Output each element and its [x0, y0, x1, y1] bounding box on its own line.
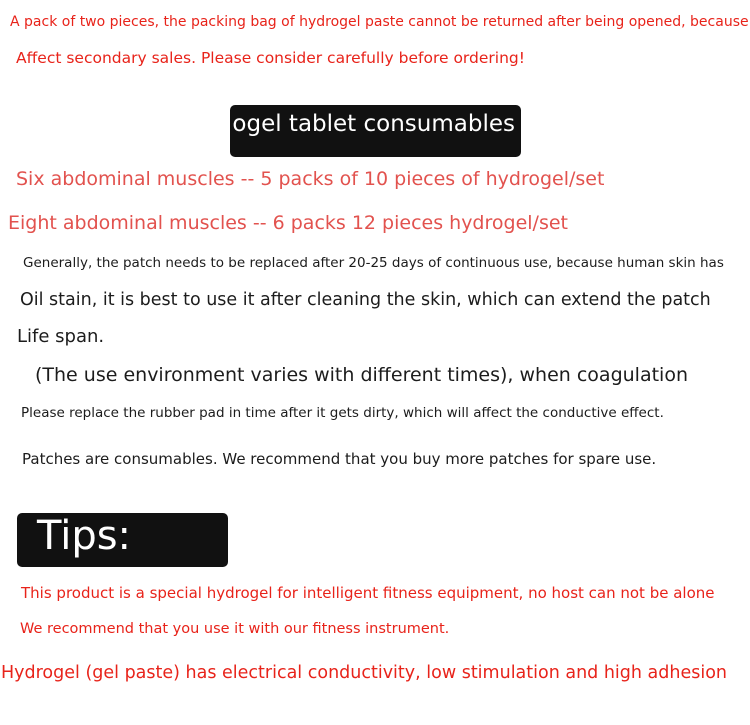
usage-line-6: Patches are consumables. We recommend that you buy more patches for spare use. [22, 450, 657, 468]
eight-muscles-set: Eight abdominal muscles -- 6 packs 12 pieces hydrogel/set [8, 212, 568, 234]
usage-line-3: Life span. [17, 326, 105, 347]
usage-line-4: (The use environment varies with different times), when coagulation [35, 364, 688, 386]
usage-line-2: Oil stain, it is best to use it after cleaning the skin, which can extend the patch [20, 290, 711, 310]
tips-heading: Tips: [37, 513, 132, 559]
banner-title: ogel tablet consumables [232, 111, 515, 137]
usage-line-1: Generally, the patch needs to be replaced after 20-25 days of continuous use, because human skin has [23, 255, 724, 271]
tips-line-2: We recommend that you use it with our fitness instrument. [20, 621, 450, 637]
usage-line-5: Please replace the rubber pad in time after it gets dirty, which will affect the conductive effect. [21, 405, 664, 421]
consumables-banner [230, 105, 521, 157]
tips-line-1: This product is a special hydrogel for intelligent fitness equipment, no host can not be alone [21, 584, 715, 602]
tips-line-3: Hydrogel (gel paste) has electrical conductivity, low stimulation and high adhesion [1, 663, 728, 683]
notice-line-2: Affect secondary sales. Please consider carefully before ordering! [16, 49, 525, 67]
notice-line-1: A pack of two pieces, the packing bag of hydrogel paste cannot be returned after being opened, because [10, 14, 749, 30]
tips-banner [17, 513, 228, 567]
six-muscles-set: Six abdominal muscles -- 5 packs of 10 pieces of hydrogel/set [16, 168, 605, 190]
